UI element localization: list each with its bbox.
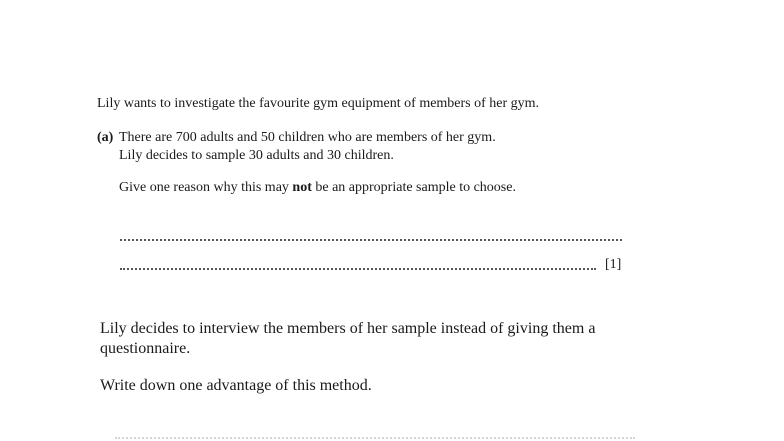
part-a-label: (a) [97, 130, 114, 145]
part-b-line-2: questionnaire. [100, 340, 191, 357]
part-a-line-1: There are 700 adults and 50 children who are members of her gym. [119, 130, 496, 145]
part-b-prompt: Write down one advantage of this method. [100, 377, 372, 394]
answer-line-2[interactable] [120, 268, 596, 270]
prompt-text-start: Give one reason why this may [119, 180, 293, 195]
answer-line-3[interactable] [115, 437, 635, 439]
marks-label: [1] [605, 257, 622, 272]
prompt-emphasis: not [292, 180, 312, 195]
question-intro: Lily wants to investigate the favourite gym equipment of members of her gym. [97, 96, 540, 111]
prompt-text-end: be an appropriate sample to choose. [311, 180, 516, 195]
part-a-prompt [119, 180, 516, 196]
part-b-line-1: Lily decides to interview the members of her sample instead of giving them a [100, 320, 596, 337]
answer-line-1[interactable] [120, 239, 622, 241]
part-a-line-2: Lily decides to sample 30 adults and 30 children. [119, 148, 394, 163]
